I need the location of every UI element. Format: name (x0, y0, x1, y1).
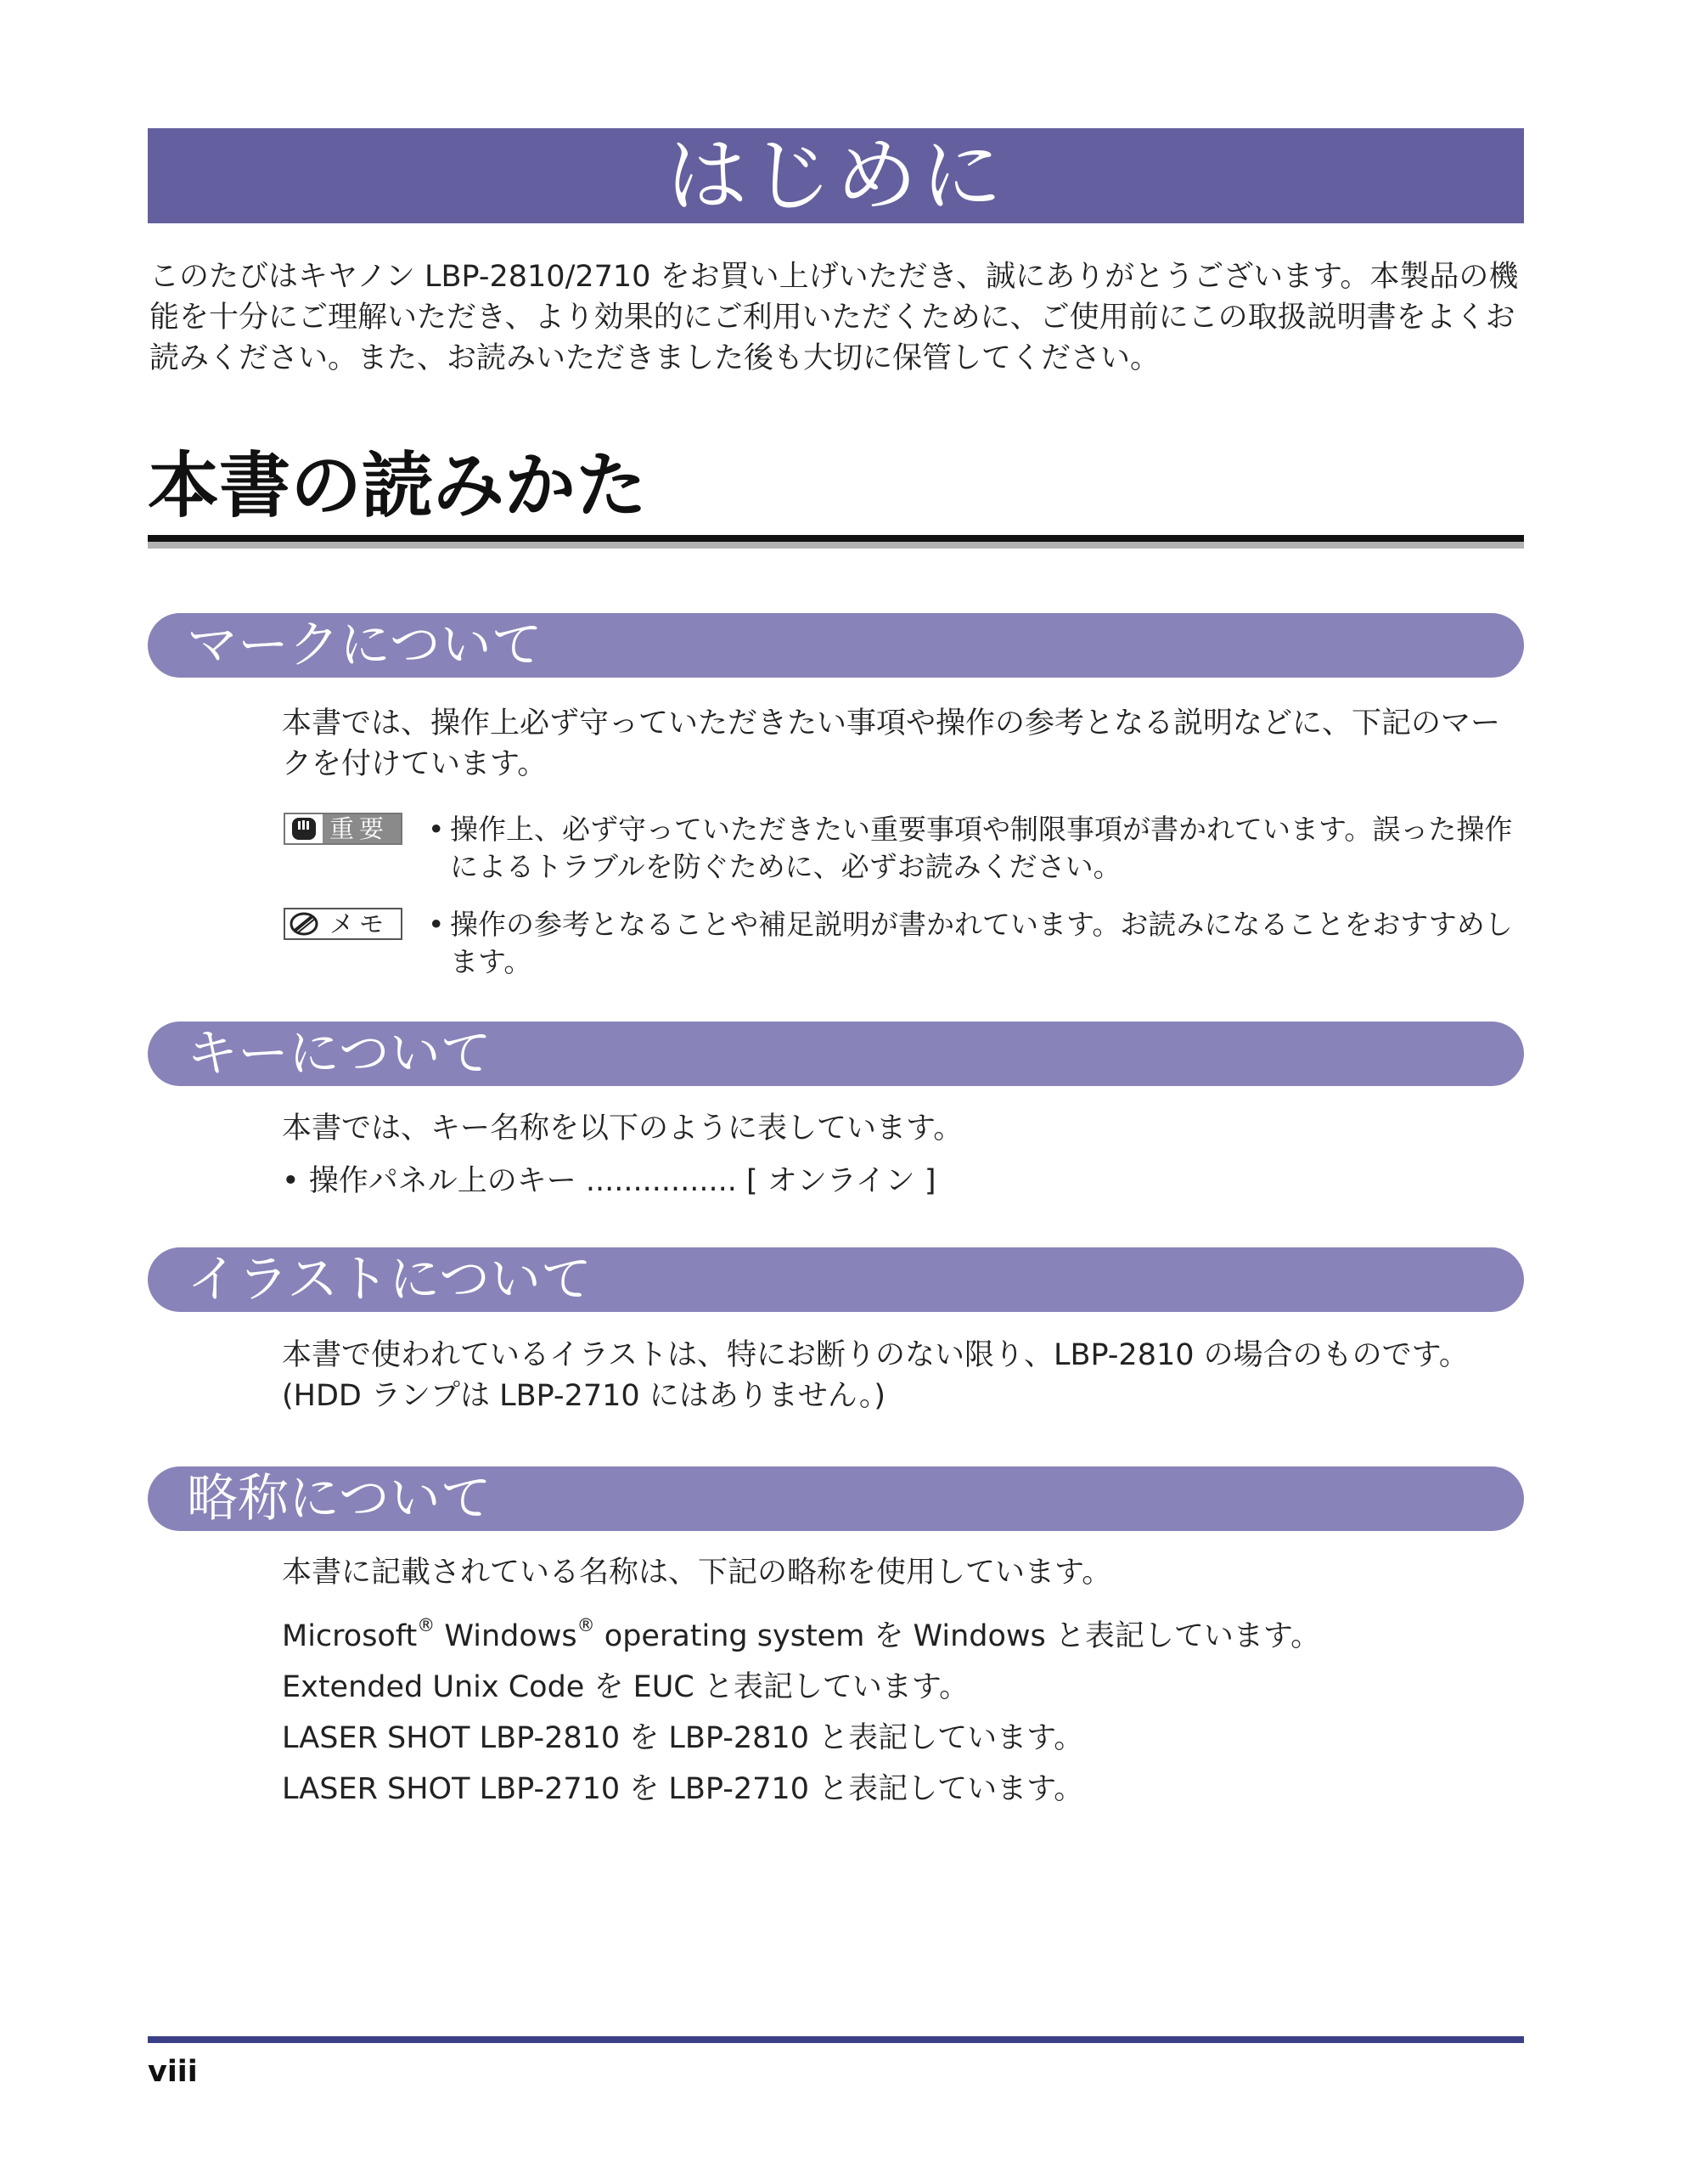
registered-mark: ® (576, 1615, 595, 1636)
hand-stop-icon (285, 814, 323, 843)
illust-body: 本書で使われているイラストは、特にお断りのない限り、LBP-2810 の場合のものです。(HDD ランプは LBP-2710 にはありません。) (282, 1338, 1469, 1413)
important-badge (284, 813, 402, 845)
footer-rule (148, 2036, 1524, 2043)
memo-badge (284, 908, 402, 940)
heading-illust: イラストについて (148, 1247, 1524, 1312)
bullet: • (282, 1164, 300, 1198)
page-title: はじめに (148, 128, 1524, 223)
registered-mark: ® (417, 1615, 436, 1636)
abbrev-line-euc: Extended Unix Code を EUC と表記しています。 (282, 1670, 970, 1704)
memo-badge-label: メモ (329, 909, 390, 938)
keys-body: 本書では、キー名称を以下のように表しています。 (282, 1112, 964, 1145)
abbrev-microsoft: Microsoft (282, 1619, 418, 1653)
marks-body: 本書では、操作上必ず守っていただきたい事項や操作の参考となる説明などに、下記のマークを付けています。 (282, 706, 1501, 781)
section-rule-shadow (148, 542, 1524, 549)
important-text: 操作上、必ず守っていただきたい重要事項や制限事項が書かれています。誤った操作によるトラブルを防ぐために、必ずお読みください。 (450, 813, 1513, 883)
heading-keys: キーについて (148, 1022, 1524, 1086)
abbrev-line-windows (282, 1616, 1527, 1657)
keys-example (282, 1161, 1527, 1202)
heading-abbrev: 略称について (148, 1466, 1524, 1531)
heading-marks: マークについて (148, 613, 1524, 678)
memo-text: 操作の参考となることや補足説明が書かれています。お読みになることをおすすめします。 (450, 908, 1513, 978)
bullet: • (428, 813, 445, 846)
section-title: 本書の読みかた (148, 444, 648, 527)
abbrev-line-lbp2710: LASER SHOT LBP-2710 を LBP-2710 と表記しています。 (282, 1772, 1084, 1806)
important-badge-label: 重要 (329, 814, 390, 843)
abbrev-body: 本書に記載されている名称は、下記の略称を使用しています。 (282, 1556, 1112, 1590)
abbrev-line-lbp2810: LASER SHOT LBP-2810 を LBP-2810 と表記しています。 (282, 1721, 1084, 1755)
intro-paragraph: このたびはキヤノン LBP-2810/2710 をお買い上げいただき、誠にありがとうございます。本製品の機能を十分にご理解いただき、より効果的にご利用いただくために、ご使用前にこの取扱説明書をよくお読みください。また、お読みいただきました後も大切に保管してください。 (149, 260, 1519, 375)
abbrev-windows: Windows (435, 1619, 577, 1653)
section-rule (148, 535, 1524, 542)
abbrev-windows-desc: operating system を Windows と表記しています。 (594, 1619, 1321, 1653)
page-number: viii (148, 2055, 198, 2089)
pencil-icon (285, 909, 323, 938)
keys-example-text: 操作パネル上のキー ................ [ オンライン ] (308, 1164, 936, 1198)
bullet: • (428, 908, 445, 941)
